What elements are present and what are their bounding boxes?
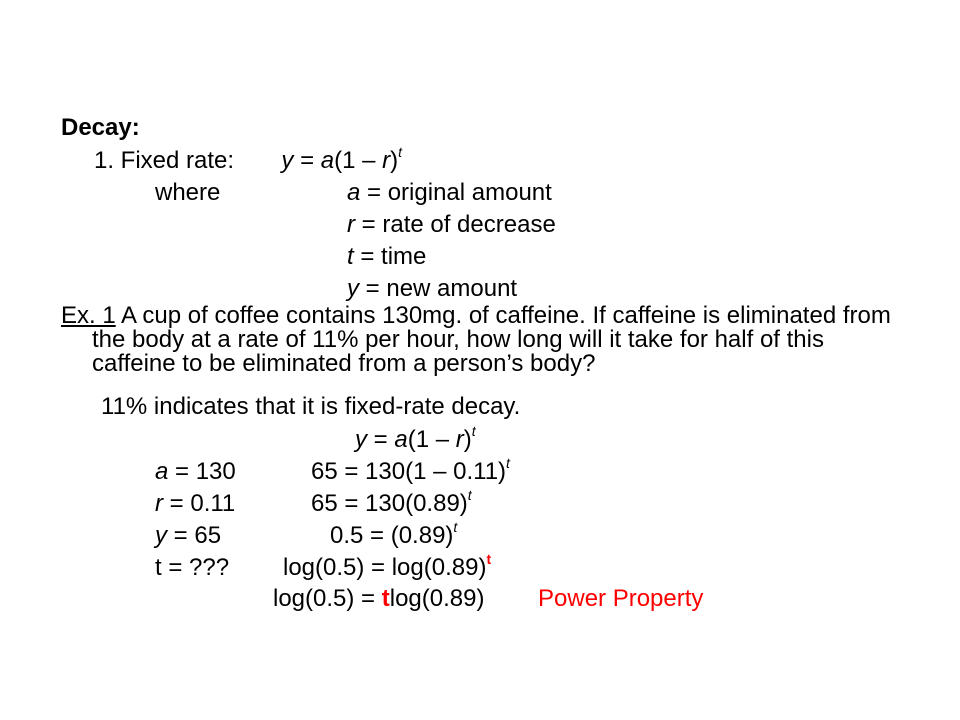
where-label	[155, 179, 220, 207]
formula-y: y	[281, 147, 294, 174]
formula-repeat	[355, 423, 476, 454]
work-left-t	[155, 554, 229, 582]
work-right-1	[311, 455, 510, 486]
formula-mid: (1 –	[407, 426, 456, 453]
formula-close: )	[390, 147, 399, 174]
where-text: where	[155, 179, 221, 206]
formula-r: r	[455, 426, 464, 453]
formula-a: a	[320, 147, 335, 174]
work-exponent: t	[453, 519, 458, 535]
work-equation: log(0.5) = log(0.89)	[283, 554, 487, 581]
definition-y	[347, 275, 517, 303]
work-equation: 0.5 = (0.89)	[330, 522, 454, 549]
work-val: = 65	[167, 522, 222, 549]
formula-eq: =	[367, 426, 395, 453]
work-exponent: t	[506, 455, 510, 471]
work-exponent: t	[467, 487, 472, 503]
slide-title	[61, 114, 140, 142]
title-text: Decay:	[61, 114, 140, 141]
power-suffix: log(0.89)	[389, 585, 485, 612]
definition-a	[347, 179, 552, 207]
definition-t	[347, 243, 426, 271]
def-var: t	[347, 243, 354, 270]
work-left-r	[155, 490, 235, 518]
work-right-4	[283, 551, 492, 582]
work-exponent-highlight: t	[486, 551, 492, 567]
formula-y: y	[355, 426, 367, 453]
def-text: = original amount	[360, 179, 552, 206]
work-val: = 130	[168, 458, 236, 485]
formula-t-exponent: t	[398, 144, 403, 160]
work-equation: 65 = 130(1 – 0.11)	[311, 458, 507, 485]
formula-mid: (1 –	[334, 147, 383, 174]
formula-a: a	[394, 426, 408, 453]
def-text: = time	[353, 243, 427, 270]
work-left-a	[155, 458, 236, 486]
formula-t-exponent: t	[471, 423, 476, 439]
def-var: y	[347, 275, 359, 302]
indicates-text: 11% indicates that it is fixed-rate decay.	[101, 393, 521, 420]
work-var: r	[155, 490, 163, 517]
def-text: = new amount	[359, 275, 518, 302]
power-property-note	[538, 585, 703, 613]
work-val: = ???	[161, 554, 230, 581]
example-text: A cup of coffee contains 130mg. of caffeine. If caffeine is eliminated from the body at a rate of 11% per hour, how long will it take for half of this caffeine to be eliminated from a person’s body?	[92, 302, 891, 377]
work-right-3	[330, 519, 458, 550]
definition-r	[347, 211, 556, 239]
example-label: Ex. 1	[61, 302, 116, 329]
power-t-highlight: t	[381, 585, 390, 612]
def-var: r	[347, 211, 355, 238]
formula-close: )	[463, 426, 472, 453]
work-var: a	[155, 458, 169, 485]
work-left-y	[155, 522, 221, 550]
work-val: = 0.11	[163, 490, 236, 517]
work-var: y	[155, 522, 167, 549]
work-equation: 65 = 130(0.89)	[311, 490, 468, 517]
def-var: a	[347, 179, 361, 206]
work-right-2	[311, 487, 472, 518]
fixed-rate-label: 1. Fixed rate:	[94, 147, 235, 174]
indicates-line	[101, 393, 520, 421]
power-prefix: log(0.5) =	[273, 585, 382, 612]
def-text: = rate of decrease	[355, 211, 556, 238]
example-paragraph	[61, 304, 891, 376]
power-property-line	[273, 585, 484, 613]
fixed-rate-line	[94, 144, 403, 175]
formula-eq: =	[293, 147, 321, 174]
formula-r: r	[382, 147, 391, 174]
power-note-text: Power Property	[538, 585, 704, 612]
work-var: t	[155, 554, 162, 581]
